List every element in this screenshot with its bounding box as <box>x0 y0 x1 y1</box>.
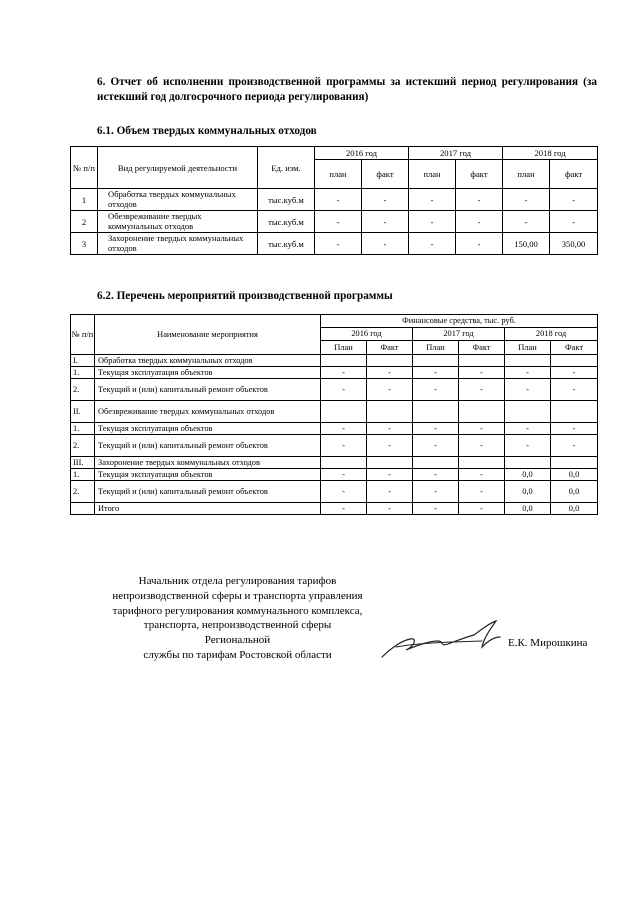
t1-header-fact: факт <box>550 160 598 189</box>
cell-value: - <box>459 435 505 457</box>
t1-header-unit: Ед. изм. <box>258 147 315 189</box>
table-row <box>71 435 598 457</box>
cell-value <box>413 355 459 367</box>
t1-header-fact: факт <box>362 160 409 189</box>
t1-header-num: № п/п <box>71 147 98 189</box>
t1-header-plan: план <box>409 160 456 189</box>
cell-value: - <box>505 423 551 435</box>
row-name: Итого <box>95 503 321 515</box>
waste-volume-table <box>70 146 598 255</box>
row-unit: тыс.куб.м <box>258 233 315 255</box>
program-measures-table <box>70 314 598 515</box>
row-name: Текущий и (или) капитальный ремонт объектов <box>95 481 321 503</box>
t2-header-finance: Финансовые средства, тыс. руб. <box>321 315 598 328</box>
row-num: 1 <box>71 189 98 211</box>
cell-value: - <box>315 211 362 233</box>
position-line: Начальник отдела регулирования тарифов <box>138 575 337 587</box>
cell-value: - <box>551 435 598 457</box>
table-row <box>71 211 598 233</box>
cell-value <box>505 401 551 423</box>
row-unit: тыс.куб.м <box>258 211 315 233</box>
cell-value: - <box>550 189 598 211</box>
t1-header-kind: Вид регулируемой деятельности <box>98 147 258 189</box>
row-num: 3 <box>71 233 98 255</box>
row-name: Текущий и (или) капитальный ремонт объектов <box>95 435 321 457</box>
cell-value: 0,0 <box>551 469 598 481</box>
row-num: II. <box>71 401 95 423</box>
t1-header-plan: план <box>503 160 550 189</box>
cell-value: - <box>413 469 459 481</box>
cell-value: - <box>409 211 456 233</box>
table-row <box>71 481 598 503</box>
cell-value <box>551 457 598 469</box>
cell-value: - <box>503 211 550 233</box>
cell-value <box>321 355 367 367</box>
cell-value: 0,0 <box>505 503 551 515</box>
row-name: Текущая эксплуатация объектов <box>95 469 321 481</box>
t1-header-year: 2016 год <box>315 147 409 160</box>
cell-value <box>321 457 367 469</box>
row-name: Обезвреживание твердых коммунальных отходов <box>98 211 258 233</box>
cell-value: - <box>367 435 413 457</box>
cell-value <box>459 457 505 469</box>
cell-value: - <box>413 481 459 503</box>
cell-value <box>505 457 551 469</box>
t1-header-year: 2018 год <box>503 147 598 160</box>
row-name: Текущая эксплуатация объектов <box>95 423 321 435</box>
cell-value: - <box>367 503 413 515</box>
signer-position <box>110 574 365 663</box>
row-name: Обработка твердых коммунальных отходов <box>95 355 321 367</box>
cell-value: - <box>551 367 598 379</box>
row-name: Текущий и (или) капитальный ремонт объектов <box>95 379 321 401</box>
cell-value: - <box>413 435 459 457</box>
cell-value: - <box>321 503 367 515</box>
cell-value <box>367 457 413 469</box>
t2-header-plan: План <box>505 341 551 355</box>
cell-value <box>551 401 598 423</box>
cell-value <box>321 401 367 423</box>
cell-value: - <box>321 379 367 401</box>
t2-header-fact: Факт <box>551 341 598 355</box>
cell-value: - <box>413 423 459 435</box>
cell-value: - <box>459 469 505 481</box>
row-name: Обработка твердых коммунальных отходов <box>98 189 258 211</box>
cell-value: - <box>367 481 413 503</box>
cell-value <box>459 355 505 367</box>
cell-value: - <box>505 367 551 379</box>
cell-value <box>367 355 413 367</box>
cell-value <box>367 401 413 423</box>
cell-value: - <box>505 379 551 401</box>
cell-value: - <box>456 211 503 233</box>
cell-value: - <box>459 379 505 401</box>
table-row <box>71 367 598 379</box>
cell-value: - <box>459 503 505 515</box>
cell-value: - <box>409 233 456 255</box>
t2-header-year: 2017 год <box>413 328 505 341</box>
row-num: 1. <box>71 469 95 481</box>
row-name: Захоронение твердых коммунальных отходов <box>98 233 258 255</box>
t1-header-plan: план <box>315 160 362 189</box>
cell-value: - <box>459 367 505 379</box>
row-num: 2 <box>71 211 98 233</box>
cell-value: 0,0 <box>505 481 551 503</box>
cell-value: - <box>367 379 413 401</box>
cell-value: - <box>456 233 503 255</box>
cell-value <box>505 355 551 367</box>
cell-value: - <box>551 379 598 401</box>
cell-value: - <box>315 233 362 255</box>
section-6-1-title: 6.1. Объем твердых коммунальных отходов <box>97 125 317 137</box>
cell-value: 0,0 <box>551 503 598 515</box>
t2-header-plan: План <box>321 341 367 355</box>
section-row <box>71 401 598 423</box>
cell-value: 0,0 <box>551 481 598 503</box>
total-row <box>71 503 598 515</box>
cell-value: - <box>551 423 598 435</box>
table-row <box>71 379 598 401</box>
cell-value: - <box>321 423 367 435</box>
cell-value: - <box>459 423 505 435</box>
table-row <box>71 469 598 481</box>
cell-value: - <box>367 469 413 481</box>
row-num: 2. <box>71 435 95 457</box>
t2-header-year: 2016 год <box>321 328 413 341</box>
cell-value: - <box>409 189 456 211</box>
cell-value: - <box>367 423 413 435</box>
cell-value: - <box>367 367 413 379</box>
cell-value: - <box>550 211 598 233</box>
position-line: тарифного регулирования коммунального комплекса, <box>112 604 363 617</box>
cell-value: - <box>505 435 551 457</box>
row-num: 1. <box>71 423 95 435</box>
t2-header-name: Наименование мероприятия <box>95 315 321 355</box>
t1-header-fact: факт <box>456 160 503 189</box>
section-row <box>71 355 598 367</box>
cell-value: - <box>362 211 409 233</box>
row-num <box>71 503 95 515</box>
table-row <box>71 189 598 211</box>
row-num: 2. <box>71 379 95 401</box>
signer-name: Е.К. Мирошкина <box>508 637 588 649</box>
position-line: транспорта, непроизводственной сферы Региональной <box>143 619 332 647</box>
cell-value: - <box>315 189 362 211</box>
row-name: Захоронение твердых коммунальных отходов <box>95 457 321 469</box>
row-unit: тыс.куб.м <box>258 189 315 211</box>
cell-value: - <box>321 481 367 503</box>
row-num: 2. <box>71 481 95 503</box>
cell-value: - <box>413 503 459 515</box>
cell-value: 0,0 <box>505 469 551 481</box>
t2-header-plan: План <box>413 341 459 355</box>
cell-value <box>551 355 598 367</box>
row-num: 1. <box>71 367 95 379</box>
t2-header-year: 2018 год <box>505 328 598 341</box>
cell-value: - <box>459 481 505 503</box>
cell-value: - <box>321 435 367 457</box>
section-6-title: 6. Отчет об исполнении производственной программы за истекший период регулирования (за истекший год долгосрочного периода регулирования) <box>97 76 597 103</box>
row-num: III. <box>71 457 95 469</box>
t2-header-fact: Факт <box>367 341 413 355</box>
row-name: Текущая эксплуатация объектов <box>95 367 321 379</box>
cell-value: - <box>456 189 503 211</box>
t2-header-fact: Факт <box>459 341 505 355</box>
handwritten-signature <box>378 617 503 662</box>
cell-value: - <box>321 469 367 481</box>
cell-value: 150,00 <box>503 233 550 255</box>
t1-header-year: 2017 год <box>409 147 503 160</box>
cell-value: 350,00 <box>550 233 598 255</box>
table-row <box>71 423 598 435</box>
table-row <box>71 233 598 255</box>
cell-value: - <box>503 189 550 211</box>
row-num: I. <box>71 355 95 367</box>
position-line: службы по тарифам Ростовской области <box>143 648 332 661</box>
cell-value: - <box>321 367 367 379</box>
t2-header-num: № п/п <box>71 315 95 355</box>
section-6-2-title: 6.2. Перечень мероприятий производственной программы <box>97 290 393 302</box>
cell-value: - <box>413 379 459 401</box>
cell-value <box>459 401 505 423</box>
cell-value <box>413 401 459 423</box>
position-line: непроизводственной сферы и транспорта управления <box>112 589 363 602</box>
cell-value: - <box>413 367 459 379</box>
section-row <box>71 457 598 469</box>
cell-value <box>413 457 459 469</box>
cell-value: - <box>362 189 409 211</box>
row-name: Обезвреживание твердых коммунальных отходов <box>95 401 321 423</box>
cell-value: - <box>362 233 409 255</box>
